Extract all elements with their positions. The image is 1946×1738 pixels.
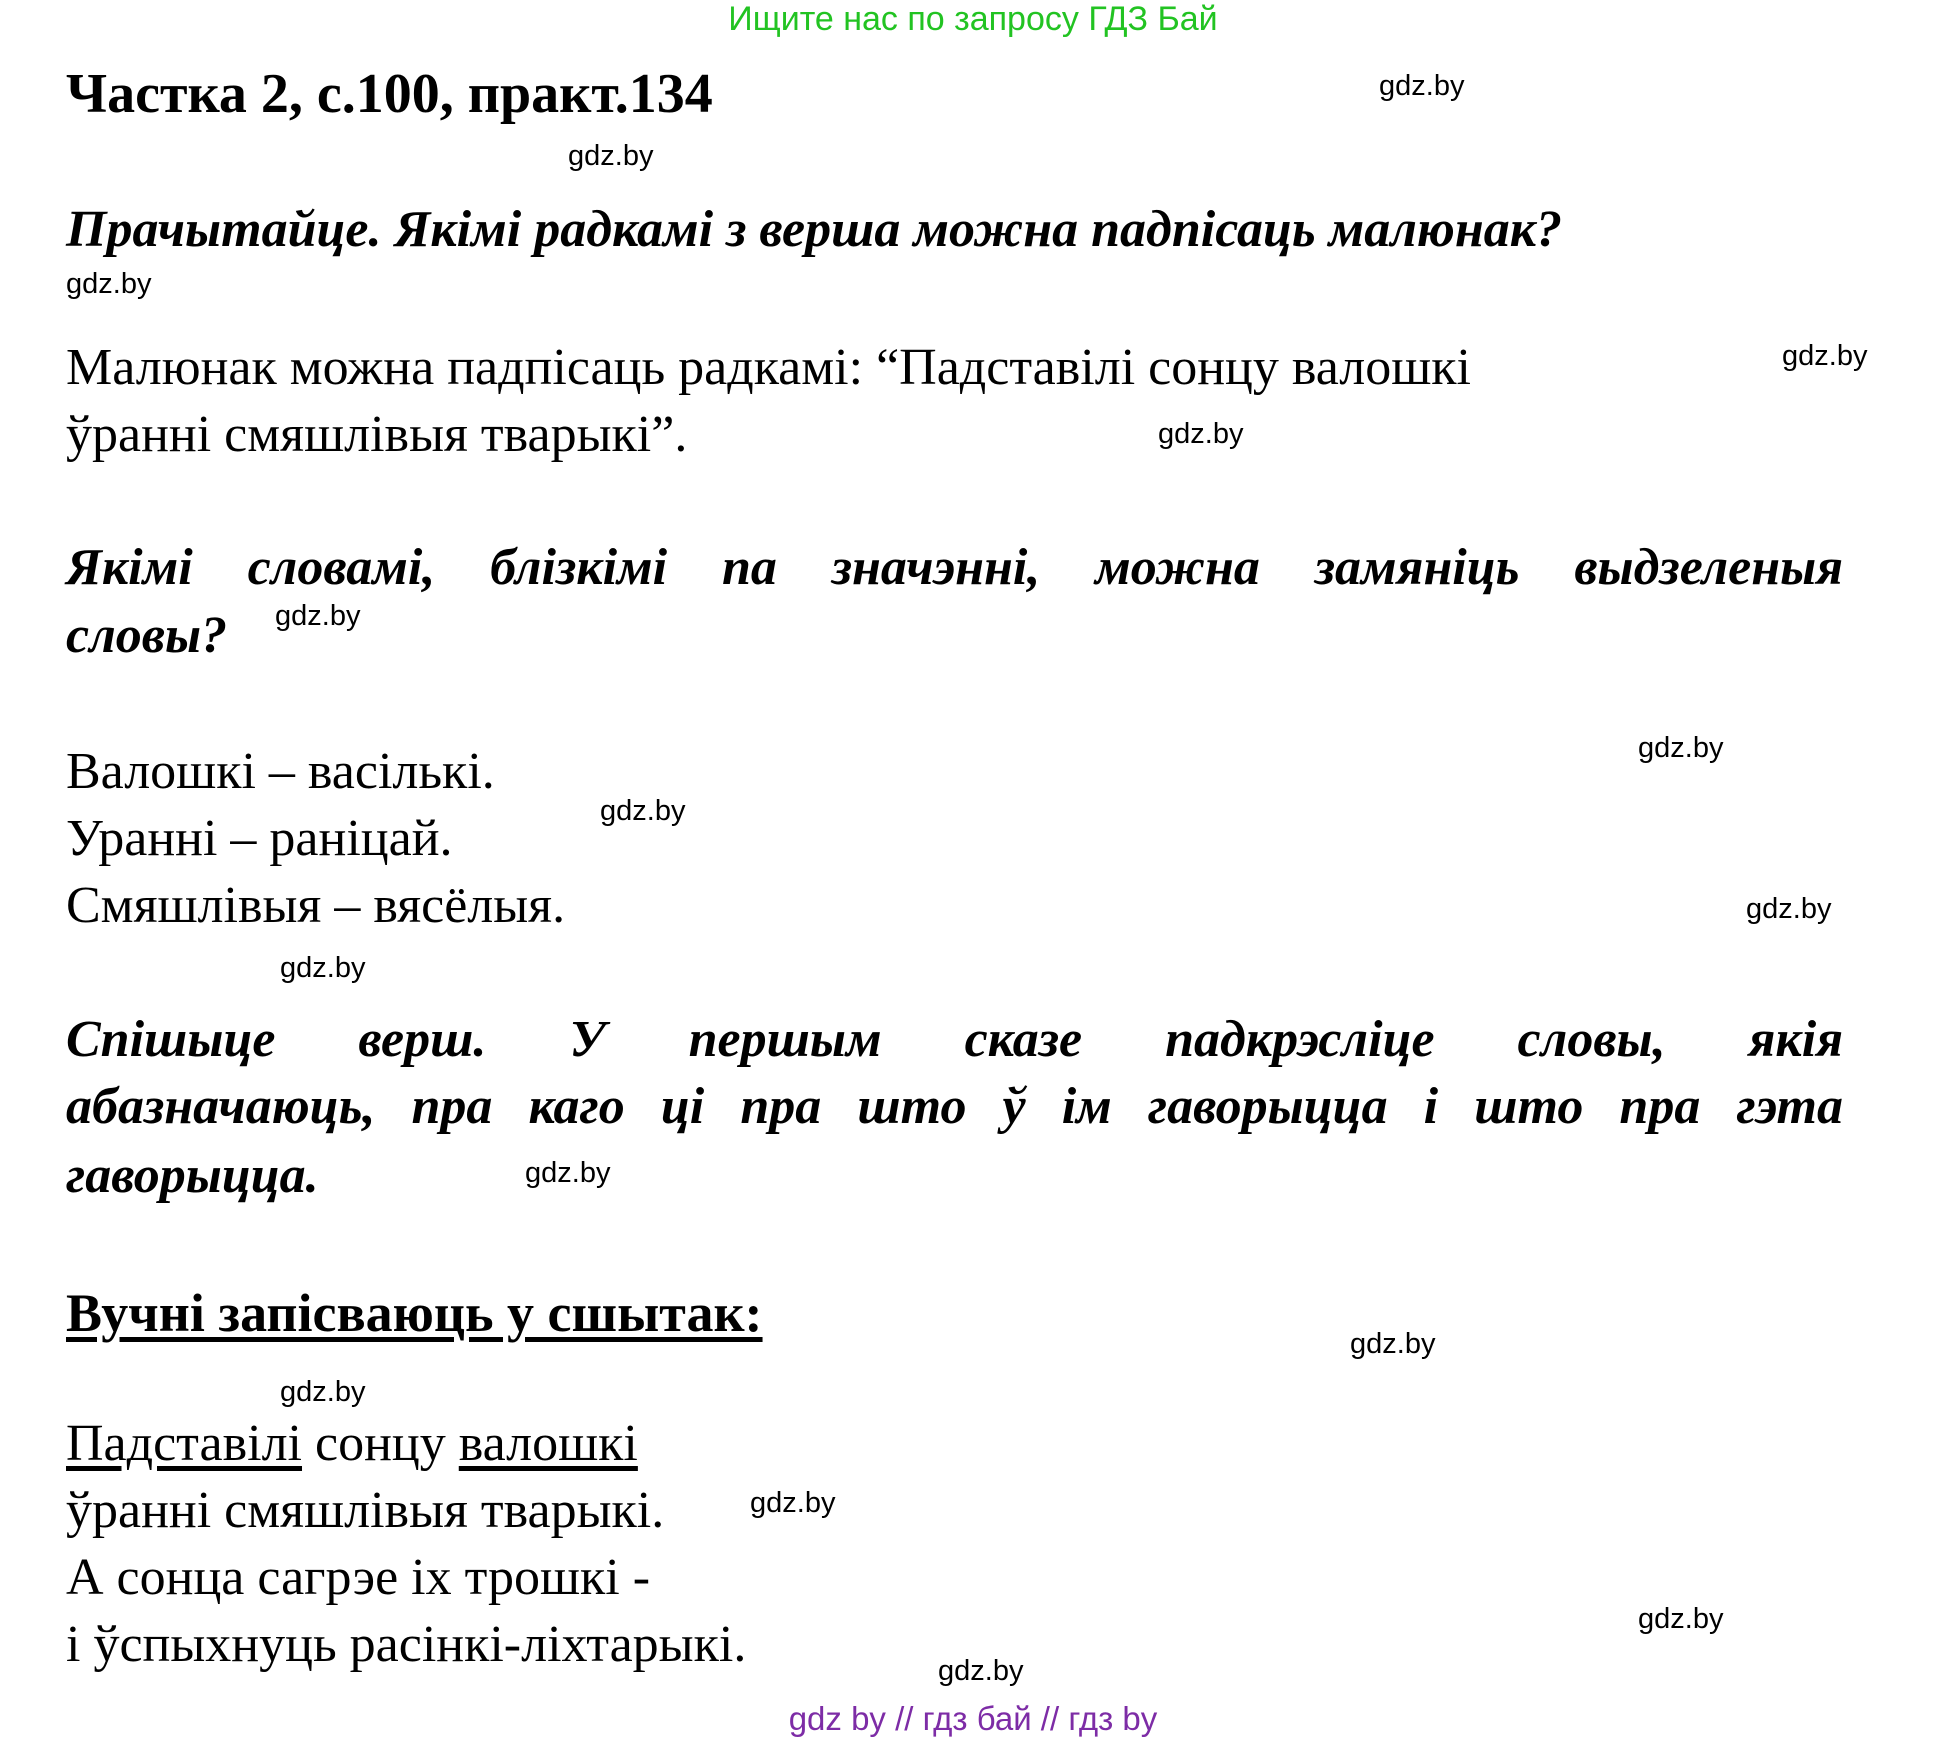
synonym-1: Валошкі – васількі. bbox=[66, 743, 495, 800]
watermark: gdz.by bbox=[275, 600, 361, 632]
watermark: gdz.by bbox=[280, 952, 366, 984]
watermark: gdz.by bbox=[568, 140, 654, 172]
poem-word-padstavili: Падставілі bbox=[66, 1415, 303, 1472]
synonym-2: Уранні – раніцай. bbox=[66, 810, 453, 867]
watermark: gdz.by bbox=[1746, 893, 1832, 925]
watermark: gdz.by bbox=[280, 1376, 366, 1408]
watermark: gdz.by bbox=[1158, 418, 1244, 450]
top-banner: Ищите нас по запросу ГДЗ Бай bbox=[728, 0, 1218, 38]
watermark: gdz.by bbox=[525, 1157, 611, 1189]
footer: gdz by // гдз бай // гдз by bbox=[788, 1700, 1158, 1737]
task-3-line-1: Спішыце верш. У першым сказе падкрэсліце словы, якія bbox=[66, 1011, 1843, 1068]
page-title: Частка 2, с.100, практ.134 bbox=[66, 63, 713, 125]
notebook-heading: Вучні запісваюць у сшытак: bbox=[66, 1283, 763, 1343]
poem-line-3: А сонца сагрэе іх трошкі - bbox=[66, 1549, 651, 1606]
poem-line-4: і ўспыхнуць расінкі-ліхтарыкі. bbox=[66, 1616, 747, 1673]
task-3-line-3: гаворыцца. bbox=[66, 1147, 319, 1204]
watermark: gdz.by bbox=[600, 795, 686, 827]
synonym-3: Смяшлівыя – вясёлыя. bbox=[66, 877, 566, 934]
watermark: gdz.by bbox=[750, 1487, 836, 1519]
answer-1-line-2: ўранні смяшлівыя тварыкі”. bbox=[66, 406, 688, 463]
watermark: gdz.by bbox=[1379, 70, 1465, 102]
watermark: gdz.by bbox=[938, 1655, 1024, 1687]
answer-1-line-1: Малюнак можна падпісаць радкамі: “Падставілі сонцу валошкі bbox=[66, 339, 1471, 396]
watermark: gdz.by bbox=[1782, 340, 1868, 372]
task-1: Прачытайце. Якімі радкамі з верша можна падпісаць малюнак? bbox=[66, 201, 1563, 258]
poem-line-1 bbox=[66, 1414, 638, 1473]
watermark: gdz.by bbox=[1350, 1328, 1436, 1360]
task-3-line-2: абазначаюць, пра каго ці пра што ў ім гаворыцца і што пра гэта bbox=[66, 1078, 1843, 1135]
watermark: gdz.by bbox=[1638, 732, 1724, 764]
watermark: gdz.by bbox=[66, 268, 152, 300]
poem-line-2: ўранні смяшлівыя тварыкі. bbox=[66, 1482, 665, 1539]
task-2-line-1: Якімі словамі, блізкімі па значэнні, можна замяніць выдзеленыя bbox=[66, 539, 1843, 596]
poem-word-valoshki: валошкі bbox=[458, 1415, 638, 1472]
task-2-line-2: словы? bbox=[66, 607, 228, 664]
poem-word-sontsu: сонцу bbox=[315, 1415, 446, 1472]
watermark: gdz.by bbox=[1638, 1603, 1724, 1635]
